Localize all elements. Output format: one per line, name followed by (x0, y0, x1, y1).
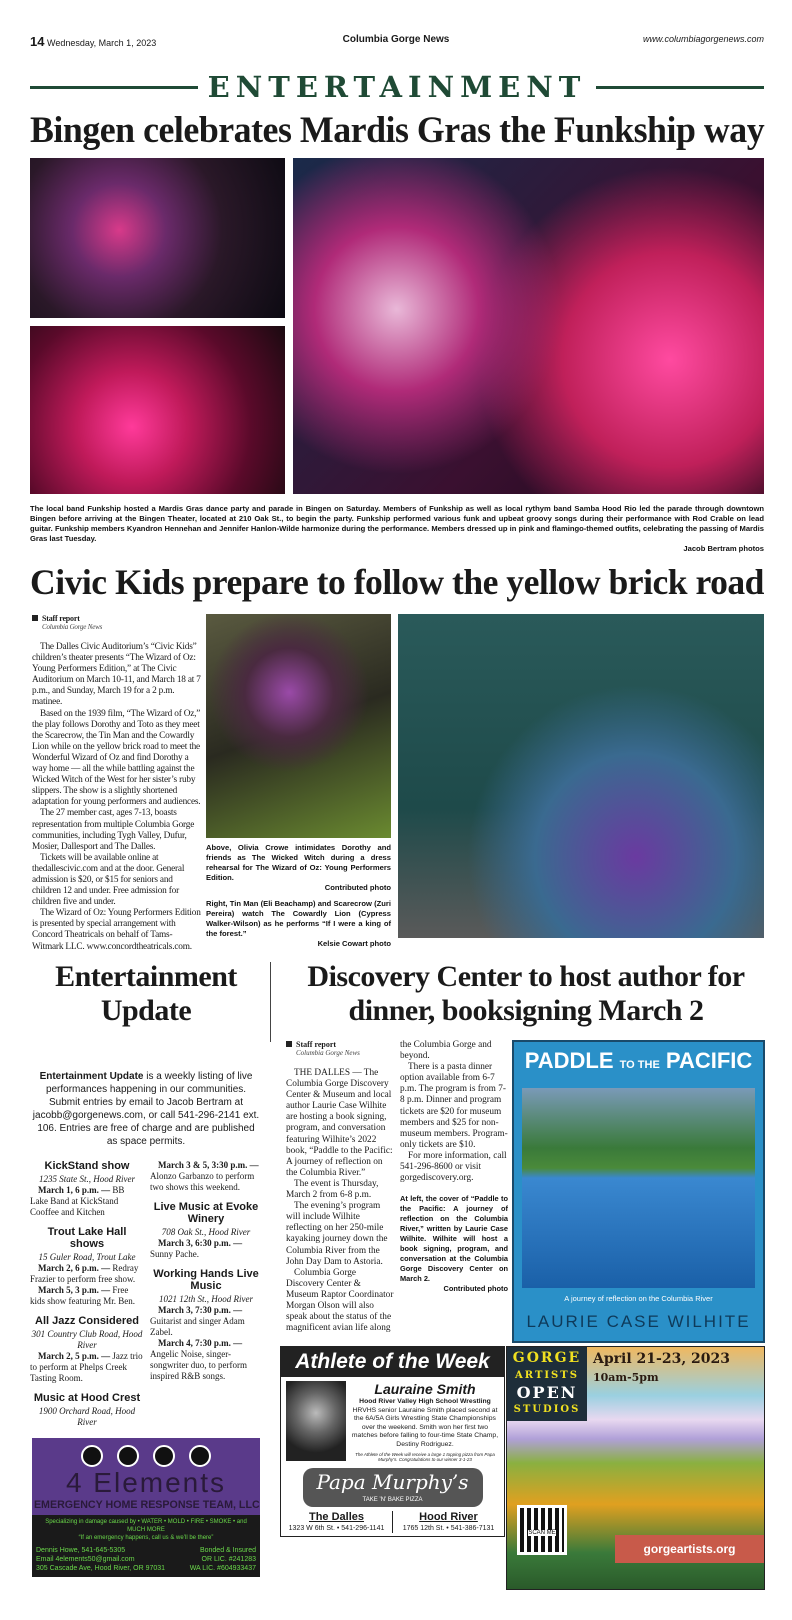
listing-event: March 5, 3 p.m. — Free kids show featuring Mr. Ben. (30, 1285, 135, 1306)
venue-address: 1900 Orchard Road, Hood River (38, 1406, 136, 1427)
venue-address: 1235 State St., Hood River (39, 1174, 135, 1184)
venue-address: 1021 12th St., Hood River (159, 1294, 253, 1304)
ad-4-elements[interactable] (32, 1438, 260, 1577)
cowardly-lion-photo (398, 614, 764, 938)
book-subtitle: A journey of reflection on the Columbia River (564, 1294, 713, 1303)
civic-kids-body: The Dalles Civic Auditorium’s “Civic Kids” children’s theater presents “The Wizard of Oz: Young Performers Edition,” at The Civic Auditorium on March 10-11, and March 18 at 7 p.m., and Sunday, March 19 for a 2 p.m. matinee. Based on the 1939 film, “The Wizard of Oz,” the play follows Dorothy and Toto as they meet the Scarecrow, the Tin Man and the Cowardly Lion while on the yellow brick road to meet the Wonderful Wizard of Oz and find Dorothy a way home — all the while battling against the Wicked Witch of the West for her sister’s ruby slippers. The show is a slightly shortened adaptation for young performers and audiences. The 27 member cast, ages 7-13, boasts representation from multiple Columbia Gorge communities, including Tygh Valley, Dufur, Mosier, Dallesport and The Dalles. Tickets will be available online at thedallescivic.com and at the door. General admission is $20, or $15 for seniors and children 12 and under. Free admission for children five and under. The Wizard of Oz: Young Performers Edition is presented by special arrangement with Concord Theatricals on behalf of Tams-Witmark LLC. www.concordtheatricals.com. (32, 642, 201, 952)
witch-caption: Above, Olivia Crowe intimidates Dorothy and friends as The Wicked Witch during a dress rehearsal for The Wizard of Oz: Young Performers Edition. Contributed photo (206, 843, 391, 892)
water-icon (81, 1445, 103, 1467)
update-column (30, 1070, 262, 1577)
update-intro: Entertainment Update is a weekly listing of live performances happening in our communities. Submit entries by email to Jacob Bertram at jacobb@gorgenews.com, or call 541-296-2141 ext. 106. Entries are free of charge and are published as space permits. (32, 1071, 260, 1147)
witch-photo (206, 614, 391, 838)
mountain-icon (117, 1445, 139, 1467)
venue-name: KickStand show (44, 1160, 130, 1172)
ad-athlete-of-week[interactable] (280, 1346, 505, 1537)
discovery-columns (286, 1040, 508, 1342)
ad-gorge-artists[interactable] (506, 1346, 765, 1590)
book-cover (512, 1040, 765, 1343)
ad-contact-panel: Specializing in damage caused by • WATER • MOLD • FIRE • SMOKE • and MUCH MORE “If an emergency happens, call us & we’ll be there” Dennis Howe, 541-645-5305 Email 4elements50@gmail.com 305 Cascade Ave, Hood River, OR 97031 Bonded & Insured OR LIC. #241283 WA LIC. #604933437 (32, 1515, 260, 1577)
listing-event: March 1, 6 p.m. — BB Lake Band at KickStand Cooffee and Kitchen (30, 1185, 125, 1217)
bingen-caption: The local band Funkship hosted a Mardis Gras dance party and parade in Bingen on Saturday. Members of Funkship as well as local rythym band Samba Hood Rio led the parade through downtown Bingen before arriving at the Bingen Theater, located at 210 Oak St., to begin the party. Funkship performed various funk and upbeat groovy songs during their performance with Rod Crable on lead guitar. Funkship members Kyandron Hennehan and Jennifer Hanlon-Wilde harmonize during the performance. Members dressed up in pink and flamingo-themed outfits, celebrating the passing of Mardis Gras last Tuesday. Jacob Bertram photos (30, 504, 764, 553)
book-caption: At left, the cover of “Paddle to the Pacific: A journey of reflection on the Columbia River,” written by Laurie Case Wilhite. Wilhite will host a book signing, program, and conversation at the Columbia Gorge Discovery Center on March 2. Contributed photo (400, 1194, 508, 1294)
event-hours: 10am-5pm (593, 1371, 659, 1384)
athlete-title: Athlete of the Week (281, 1347, 504, 1377)
lion-caption: Right, Tin Man (Eli Beachamp) and Scarecrow (Zuri Pereira) watch The Cowardly Lion (Cypress Walker-Wilson) as he performs “If I were a king of the forest.” Kelsie Cowart photo (206, 899, 391, 948)
listing-event: March 3, 6:30 p.m. — Sunny Pache. (150, 1238, 243, 1259)
headline-bingen: Bingen celebrates Mardis Gras the Funkship way (30, 110, 765, 151)
paper-name: Columbia Gorge News (342, 34, 450, 45)
papa-murphys-logo: Papa Murphy’s TAKE ’N’ BAKE PIZZA (303, 1468, 483, 1507)
section-title: ENTERTAINMENT (207, 70, 587, 104)
section-banner (30, 70, 764, 104)
folio (30, 34, 156, 49)
listing-event: March 2, 6 p.m. — Redray Frazier to perform free show. (30, 1263, 139, 1284)
qr-code[interactable]: SCAN ME (517, 1505, 567, 1555)
athlete-name: Lauraine Smith (374, 1381, 476, 1397)
dancers-photo (30, 326, 285, 494)
headline-civic-kids: Civic Kids prepare to follow the yellow brick road (30, 562, 764, 602)
headline-entertainment-update: Entertainment Update (55, 960, 237, 1027)
store-locations: The Dalles 1323 W 6th St. • 541-296-1141 Hood River 1765 12th St. • 541-386-7131 (281, 1511, 504, 1536)
athlete-photo (286, 1381, 346, 1461)
gorge-artists-url[interactable]: gorgeartists.org (615, 1535, 764, 1563)
listing-event: March 3, 7:30 p.m. — Guitarist and singer Adam Zabel. (150, 1305, 245, 1337)
venue-name: Live Music at Evoke Winery (153, 1201, 259, 1225)
issue-date: Wednesday, March 1, 2023 (46, 38, 157, 48)
book-title: PADDLE TO THE PACIFIC (524, 1048, 753, 1073)
venue-name: All Jazz Considered (35, 1315, 139, 1327)
venue-name: Music at Hood Crest (33, 1392, 141, 1404)
page-number: 14 (30, 34, 45, 49)
listing-venue (30, 1392, 144, 1428)
parade-photo (30, 158, 285, 318)
listing-event: March 4, 7:30 p.m. — Angelic Noise, singer-songwriter duo, to perform inspired R&B songs. (150, 1338, 247, 1381)
listing-venue (150, 1268, 262, 1382)
venue-name: Trout Lake Hall shows (47, 1226, 127, 1250)
photo-captions (206, 843, 391, 949)
discovery-body-col2: There is a pasta dinner option available from 6-7 p.m. The program is from 7-8 p.m. Dinner and program tickets are $20 for museum members and $25 for non-museum members. Program-only tickets are $10. For more information, call 541-296-8600 or visit gorgediscovery.org. (400, 1062, 508, 1184)
singers-photo (293, 158, 764, 494)
athlete-text: Lauraine Smith Hood River Valley High School Wrestling HRVHS senior Lauraine Smith placed second at the 6A/5A Girls Wrestling State Championships over the weekend. Smith won her first two matches before falling to four-time State Champ, Destiny Rodriguez. The Athlete of the Week will receive a large 1 topping pizza from Papa Murphy’s. Congratulations to our winner 3-1-23 (349, 1381, 501, 1463)
venue-name: Working Hands Live Music (153, 1268, 259, 1292)
listing-event: March 2, 5 p.m. — Jazz trio to perform at Phelps Creek Tasting Room. (30, 1351, 143, 1383)
listings (30, 1152, 262, 1428)
listing-event: March 3 & 5, 3:30 p.m. — Alonzo Garbanzo to perform two shows this weekend. (150, 1160, 259, 1192)
book-author: LAURIE CASE WILHITE (526, 1312, 751, 1331)
headline-discovery-center: Discovery Center to host author for dinner, booksigning March 2 (307, 960, 745, 1027)
listing-venue (30, 1226, 144, 1307)
venue-address: 301 Country Club Road, Hood River (31, 1329, 143, 1350)
byline: Staff report Columbia Gorge News (32, 614, 202, 632)
listings-column-2 (150, 1152, 262, 1428)
listing-venue (150, 1201, 262, 1260)
byline: Staff report Columbia Gorge News (286, 1040, 394, 1058)
event-dates: April 21-23, 2023 (593, 1351, 731, 1367)
photo-credit: Jacob Bertram photos (683, 544, 764, 553)
listings-column-1 (30, 1152, 144, 1428)
wind-icon (189, 1445, 211, 1467)
column-divider (270, 962, 271, 1042)
element-icons (32, 1438, 260, 1467)
fire-icon (153, 1445, 175, 1467)
listing-venue (30, 1315, 144, 1384)
ad-logo-name: 4 Elements (65, 1467, 227, 1498)
venue-address: 15 Guler Road, Trout Lake (38, 1252, 136, 1262)
gorge-artists-logo: GORGE ARTISTS OPEN STUDIOS (507, 1347, 587, 1421)
cover-river-photo (522, 1088, 755, 1288)
listing-venue (30, 1160, 144, 1218)
ad-tagline: EMERGENCY HOME RESPONSE TEAM, LLC (33, 1499, 260, 1511)
discovery-body-col1: THE DALLES — The Columbia Gorge Discovery Center & Museum and local author Laurie Case Wilhite are hosting a book signing, program, and conversation featuring Wilhite’s 2022 book, “Paddle to the Pacific: A journey of reflection on the Columbia River.” The event is Thursday, March 2 from 6-8 p.m. The evening’s program will include Wilhite reflecting on her 250-mile kayaking journey down the Columbia River from the John Day Dam to Astoria. Columbia Gorge Discovery Center & Museum Raptor Coordinator Morgan Olson will also speak about the status of the magnificent avian life along the Columbia Gorge and beyond. (286, 1040, 492, 1334)
civic-kids-column (32, 614, 202, 953)
venue-address: 708 Oak St., Hood River (161, 1227, 251, 1237)
website-link[interactable]: www.columbiagorgenews.com (642, 34, 764, 44)
